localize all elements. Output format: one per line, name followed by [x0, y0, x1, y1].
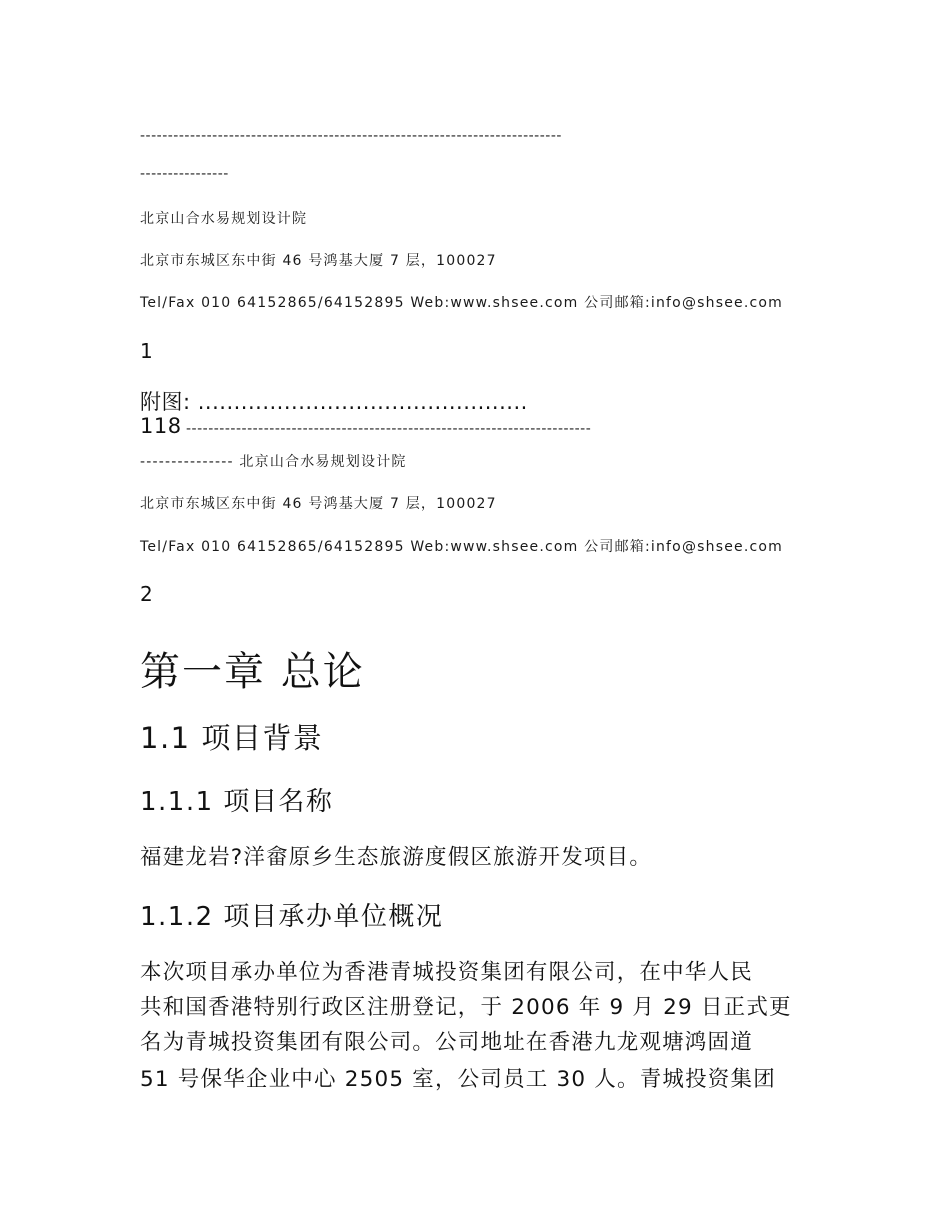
footer-address: 北京市东城区东中街 46 号鸿基大厦 7 层，100027: [140, 496, 497, 512]
paragraph-line: 共和国香港特别行政区注册登记，于 2006 年 9 月 29 日正式更: [140, 995, 792, 1020]
footer-rule-line: ----------------------------------------------------------------------------: [140, 128, 562, 144]
paragraph-line: 名为青城投资集团有限公司。公司地址在香港九龙观塘鸿固道: [140, 1030, 753, 1055]
toc-entry-page: 118: [140, 414, 182, 438]
toc-entry-label: 附图: ..............................................: [140, 390, 528, 414]
paragraph-text: 福建龙岩?洋畲原乡生态旅游度假区旅游开发项目。: [140, 845, 653, 870]
page-number: 2: [140, 582, 153, 606]
chapter-title: 第一章 总论: [140, 649, 365, 695]
footer-rule-company: --------------- 北京山合水易规划设计院: [140, 454, 407, 470]
footer-contact: Tel/Fax 010 64152865/64152895 Web:www.shsee.com 公司邮箱:info@shsee.com: [140, 295, 783, 311]
footer-company-name: 北京山合水易规划设计院: [140, 211, 308, 227]
page-number: 1: [140, 339, 153, 363]
section-title: 1.1 项目背景: [140, 721, 324, 755]
toc-entry-rule: -------------------------------------------------------------------------: [186, 421, 592, 437]
footer-address: 北京市东城区东中街 46 号鸿基大厦 7 层，100027: [140, 253, 497, 269]
footer-rule-line-continued: ----------------: [140, 166, 229, 182]
footer-contact: Tel/Fax 010 64152865/64152895 Web:www.shsee.com 公司邮箱:info@shsee.com: [140, 539, 783, 555]
paragraph-line: 本次项目承办单位为香港青城投资集团有限公司，在中华人民: [140, 960, 753, 985]
subsection-title: 1.1.2 项目承办单位概况: [140, 902, 444, 932]
paragraph-line: 51 号保华企业中心 2505 室，公司员工 30 人。青城投资集团: [140, 1067, 776, 1092]
subsection-title: 1.1.1 项目名称: [140, 787, 334, 817]
